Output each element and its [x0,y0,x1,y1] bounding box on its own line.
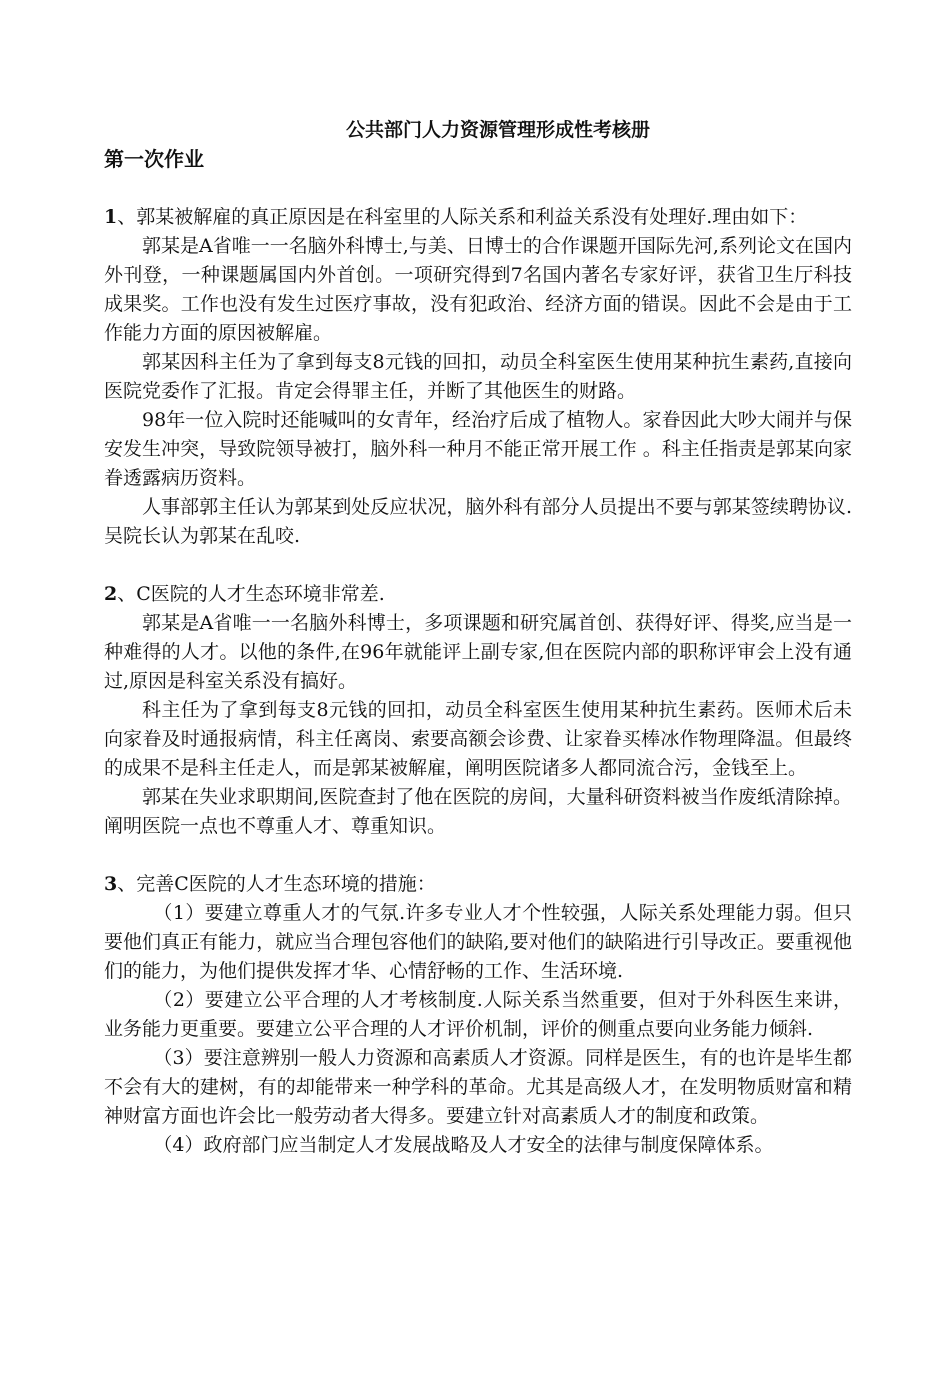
question-number: 1 [104,206,118,228]
paragraph: 人事部郭主任认为郭某到处反应状况，脑外科有部分人员提出不要与郭某签续聘协议.吴院长认为郭某在乱咬. [104,496,852,547]
question-lead-text: 郭某被解雇的真正原因是在科室里的人际关系和利益关系没有处理好.理由如下： [136,206,808,228]
question-1 [104,203,852,551]
question-2 [104,580,852,841]
question-lead [104,203,852,232]
measure-item: （1）要建立尊重人才的气氛.许多专业人才个性较强，人际关系处理能力弱。但只要他们真正有能力，就应当合理包容他们的缺陷,要对他们的缺陷进行引导改正。要重视他们的能力，为他们提供发挥才华、心情舒畅的工作、生活环境. [104,902,852,982]
question-3 [104,870,852,1160]
question-lead-text: 完善C医院的人才生态环境的措施： [136,873,436,895]
question-separator: 、 [117,873,137,895]
paragraph: 郭某是A省唯一一名脑外科博士,与美、日博士的合作课题开国际先河,系列论文在国内外刊登，一种课题属国内外首创。一项研究得到7名国内著名专家好评，获省卫生厅科技成果奖。工作也没有发生过医疗事故，没有犯政治、经济方面的错误。因此不会是由于工作能力方面的原因被解雇。 [104,235,852,344]
measure-item: （4）政府部门应当制定人才发展战略及人才安全的法律与制度保障体系。 [153,1134,774,1156]
question-lead [104,580,852,609]
document-page [104,116,852,1189]
question-lead-text: C医院的人才生态环境非常差. [136,583,385,605]
question-separator: 、 [117,583,137,605]
question-separator: 、 [117,206,137,228]
paragraph: 98年一位入院时还能喊叫的女青年，经治疗后成了植物人。家眷因此大吵大闹并与保安发生冲突，导致院领导被打，脑外科一种月不能正常开展工作 。科主任指责是郭某向家眷透露病历资料。 [104,409,852,489]
question-number: 3 [104,873,118,895]
question-number: 2 [104,583,118,605]
question-lead [104,870,852,899]
measure-item: （2）要建立公平合理的人才考核制度.人际关系当然重要，但对于外科医生来讲，业务能力更重要。要建立公平合理的人才评价机制，评价的侧重点要向业务能力倾斜. [104,989,852,1040]
measure-item: （3）要注意辨别一般人力资源和高素质人才资源。同样是医生，有的也许是毕生都不会有大的建树，有的却能带来一种学科的革命。尤其是高级人才，在发明物质财富和精神财富方面也许会比一般劳动者大得多。要建立针对高素质人才的制度和政策。 [104,1047,852,1127]
paragraph: 郭某因科主任为了拿到每支8元钱的回扣，动员全科室医生使用某种抗生素药,直接向医院党委作了汇报。肯定会得罪主任，并断了其他医生的财路。 [104,351,852,402]
section-heading: 第一次作业 [104,147,204,171]
paragraph: 科主任为了拿到每支8元钱的回扣，动员全科室医生使用某种抗生素药。医师术后未向家眷及时通报病情，科主任离岗、索要高额会诊费、让家眷买棒冰作物理降温。但最终的成果不是科主任走人，而是郭某被解雇，阐明医院诸多人都同流合污，金钱至上。 [104,699,852,779]
paragraph: 郭某在失业求职期间,医院查封了他在医院的房间，大量科研资料被当作废纸清除掉。阐明医院一点也不尊重人才、尊重知识。 [104,786,852,837]
paragraph: 郭某是A省唯一一名脑外科博士，多项课题和研究属首创、获得好评、得奖,应当是一种难得的人才。以他的条件,在96年就能评上副专家,但在医院内部的职称评审会上没有通过,原因是科室关系没有搞好。 [104,612,852,692]
document-title: 公共部门人力资源管理形成性考核册 [345,119,650,141]
